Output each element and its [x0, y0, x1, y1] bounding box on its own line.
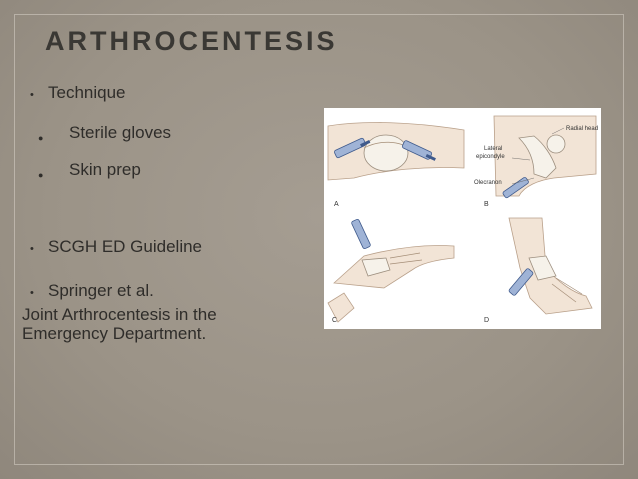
bullet-dot: • — [30, 287, 34, 299]
sub-bullet-dot: ● — [38, 170, 44, 180]
reference-line-1: Joint Arthrocentesis in the — [22, 305, 217, 324]
bullet-sterile-gloves: Sterile gloves — [69, 123, 172, 142]
label-epicondyle: epicondyle — [476, 154, 505, 160]
bullet-skin-prep: Skin prep — [69, 160, 141, 179]
panel-label-a: A — [334, 201, 339, 208]
bullet-springer: Springer et al. — [48, 281, 154, 300]
sub-bullet-dot: ● — [38, 133, 44, 143]
wrist-illustration — [328, 219, 454, 322]
ankle-illustration — [508, 218, 592, 314]
panel-label-b: B — [484, 201, 489, 208]
bullet-scgh-guideline: SCGH ED Guideline — [48, 237, 203, 256]
panel-label-c: C — [332, 317, 338, 324]
slide-title: ARTHROCENTESIS — [45, 26, 338, 56]
panel-label-d: D — [484, 317, 490, 324]
knee-illustration — [328, 123, 464, 180]
label-radial-head: Radial head — [566, 126, 599, 132]
reference-line-2: Emergency Department. — [22, 324, 207, 343]
bullet-technique: Technique — [48, 83, 126, 102]
label-lateral: Lateral — [484, 146, 503, 152]
arthrocentesis-figure — [324, 108, 601, 329]
bullet-dot: • — [30, 243, 34, 255]
label-olecranon: Olecranon — [474, 180, 502, 186]
bullet-dot: • — [30, 89, 34, 101]
